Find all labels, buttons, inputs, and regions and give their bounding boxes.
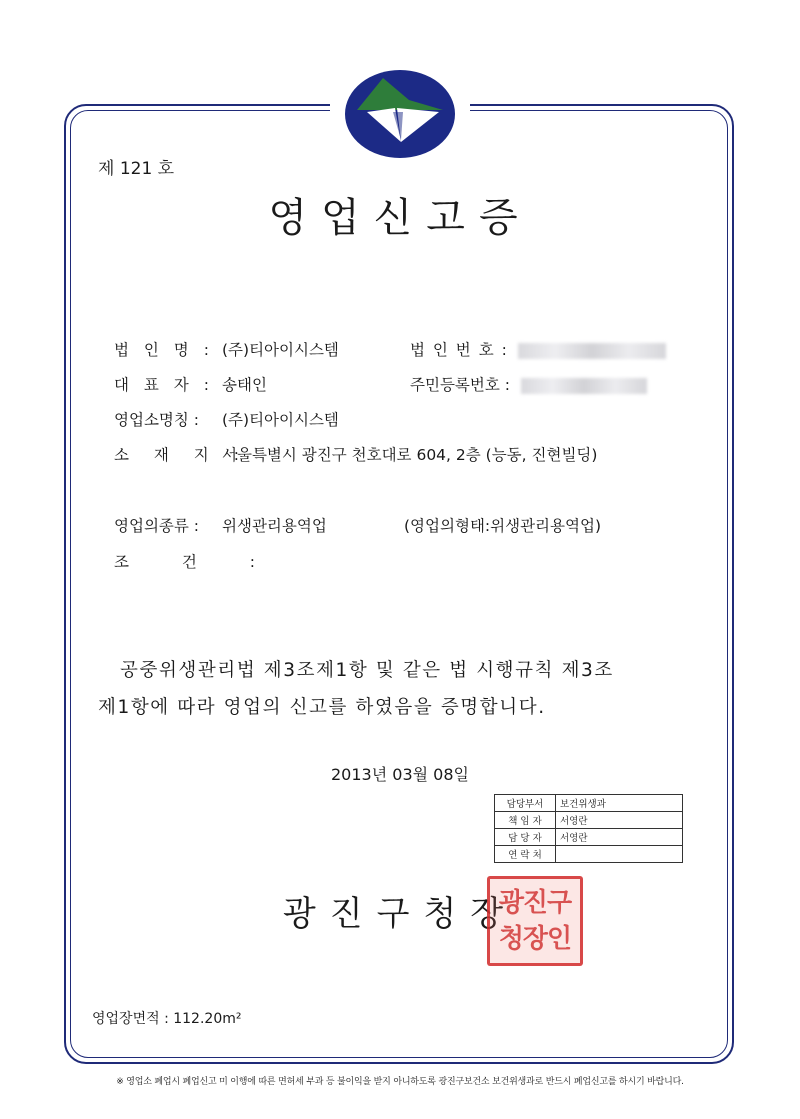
gwangjin-emblem-logo: [343, 68, 457, 160]
representative-row: [114, 373, 267, 395]
conditions-label: 조 건 :: [114, 553, 256, 571]
table-cell-key: 담 당 자: [495, 829, 556, 846]
business-name-row: [114, 408, 339, 430]
business-type-value: 위생관리용역업: [222, 517, 327, 535]
corp-name-row: [114, 338, 339, 360]
corp-name-label: 법 인 명 :: [114, 341, 209, 359]
business-name-value: (주)티아이시스템: [222, 411, 339, 429]
footnote: ※ 영업소 폐업시 폐업신고 미 이행에 따른 면허세 부과 등 불이익을 받지 아니하도록 광진구보건소 보건위생과로 반드시 폐업신고를 하시기 바랍니다.: [116, 1077, 684, 1087]
table-row: [495, 795, 683, 812]
issuer-name: 광진구청장: [282, 894, 518, 934]
seal-text: [490, 885, 580, 957]
representative-label: 대 표 자 :: [114, 376, 209, 394]
corp-name-value: (주)티아이시스템: [222, 341, 339, 359]
table-row: [495, 812, 683, 829]
certification-line-1: 공중위생관리법 제3조제1항 및 같은 법 시행규칙 제3조: [120, 660, 614, 681]
table-row: [495, 829, 683, 846]
business-area: 영업장면적 : 112.20m²: [92, 1011, 242, 1027]
document-title: 영업신고증: [268, 195, 532, 241]
document-number: 제 121 호: [98, 159, 175, 179]
address-label: 소 재 지 :: [114, 446, 239, 464]
representative-value: 송태인: [222, 376, 267, 394]
corp-number-redacted: [518, 343, 666, 359]
seal-text-line-1: 광진구: [498, 888, 572, 918]
resident-number-row: [410, 373, 647, 395]
official-seal-stamp: [487, 876, 583, 966]
department-table: [494, 794, 683, 863]
table-cell-value: 서영란: [556, 829, 683, 846]
issue-date: 2013년 03월 08일: [331, 765, 469, 784]
business-name-label: 영업소명칭 :: [114, 411, 200, 429]
table-cell-key: 연 락 처: [495, 846, 556, 863]
address-value: 서울특별시 광진구 천호대로 604, 2층 (능동, 진현빌딩): [222, 446, 598, 464]
table-cell-key: 책 임 자: [495, 812, 556, 829]
certification-line-2: 제1항에 따라 영업의 신고를 하였음을 증명합니다.: [98, 697, 546, 718]
address-row: [114, 443, 597, 465]
resident-number-redacted: [521, 378, 647, 394]
corp-number-row: [410, 338, 666, 360]
table-cell-value: 보건위생과: [556, 795, 683, 812]
table-cell-value: [556, 846, 683, 863]
conditions-row: [114, 550, 256, 572]
seal-text-line-2: 청장인: [498, 924, 572, 954]
table-cell-key: 담당부서: [495, 795, 556, 812]
business-form: (영업의형태:위생관리용역업): [404, 517, 601, 535]
business-type-label: 영업의종류 :: [114, 517, 200, 535]
corp-number-label: 법 인 번 호 :: [410, 341, 507, 359]
resident-number-label: 주민등록번호 :: [410, 376, 510, 394]
table-cell-value: 서영란: [556, 812, 683, 829]
certification-statement: [98, 652, 728, 726]
business-type-row: [114, 514, 327, 536]
table-row: [495, 846, 683, 863]
